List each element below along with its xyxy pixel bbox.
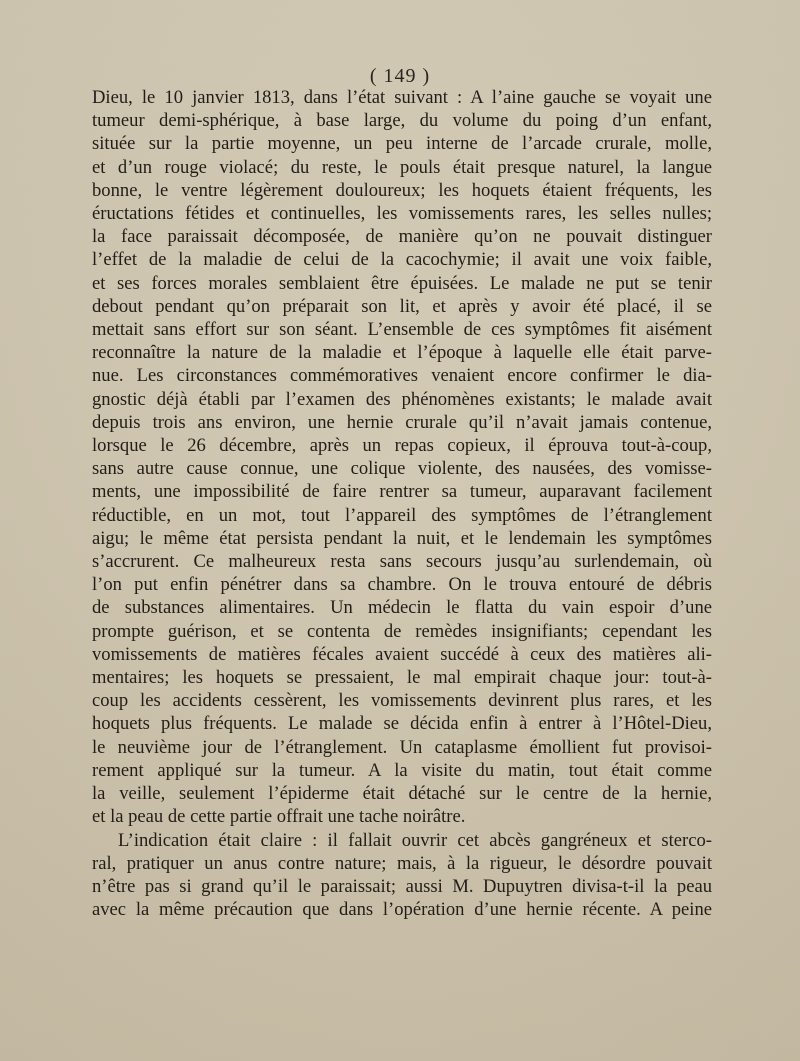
text-line: l’on put enfin pénétrer dans sa chambre. On le trouva entouré de débris (92, 574, 712, 596)
text-line: la face paraissait décomposée, de manière qu’on ne pouvait distinguer (92, 226, 712, 248)
text-line: reconnaître la nature de la maladie et l’époque à laquelle elle était parve- (92, 342, 712, 364)
text-line: ments, une impossibilité de faire rentrer sa tumeur, auparavant facilement (92, 481, 712, 503)
text-line: mettait sans effort sur son séant. L’ensemble de ces symptômes fit aisément (92, 319, 712, 341)
body-text (92, 86, 712, 921)
text-line: s’accrurent. Ce malheureux resta sans secours jusqu’au surlendemain, où (92, 551, 712, 573)
text-line: Dieu, le 10 janvier 1813, dans l’état suivant : A l’aine gauche se voyait une (92, 87, 712, 108)
page-number: ( 149 ) (369, 65, 431, 87)
text-line: depuis trois ans environ, une hernie crurale qu’il n’avait jamais contenue, (92, 411, 712, 433)
text-line: bonne, le ventre légèrement douloureux; les hoquets étaient fréquents, les (92, 179, 712, 201)
text-line: rement appliqué sur la tumeur. A la visite du matin, tout était comme (92, 759, 712, 781)
text-line: la veille, seulement l’épiderme était détaché sur le centre de la hernie, (92, 783, 712, 805)
text-line: prompte guérison, et se contenta de remèdes insignifiants; cependant les (92, 620, 712, 642)
text-line: mentaires; les hoquets se pressaient, le mal empirait chaque jour: tout-à- (92, 667, 712, 689)
text-line: de substances alimentaires. Un médecin le flatta du vain espoir d’une (92, 597, 712, 619)
text-line: aigu; le même état persista pendant la nuit, et le lendemain les symptômes (92, 527, 712, 549)
text-line: le neuvième jour de l’étranglement. Un cataplasme émollient fut provisoi- (92, 736, 712, 758)
text-line: située sur la partie moyenne, un peu interne de l’arcade crurale, molle, (92, 133, 712, 155)
text-line: debout pendant qu’on préparait son lit, et après y avoir été placé, il se (92, 295, 712, 317)
text-line: réductible, en un mot, tout l’appareil des symptômes de l’étranglement (92, 504, 712, 526)
text-line: et d’un rouge violacé; du reste, le pouls était presque naturel, la langue (92, 156, 712, 178)
text-line: vomissements de matières fécales avaient succédé à ceux des matières ali- (92, 643, 712, 665)
text-line: coup les accidents cessèrent, les vomissements devinrent plus rares, et les (92, 690, 712, 712)
text-line: hoquets plus fréquents. Le malade se décida enfin à entrer à l’Hôtel-Dieu, (92, 713, 712, 735)
text-line: nue. Les circonstances commémoratives venaient encore confirmer le dia- (92, 365, 712, 387)
text-line: et ses forces morales semblaient être épuisées. Le malade ne put se tenir (92, 272, 712, 294)
text-line: l’effet de la maladie de celui de la cacochymie; il avait une voix faible, (92, 249, 712, 271)
paragraph-start-line: L’indication était claire : il fallait ouvrir cet abcès gangréneux et sterco- (118, 829, 712, 851)
text-line: tumeur demi-sphérique, à base large, du volume du poing d’un enfant, (92, 110, 712, 132)
text-line: lorsque le 26 décembre, après un repas copieux, il éprouva tout-à-coup, (92, 435, 712, 457)
text-line: sans autre cause connue, une colique violente, des nausées, des vomisse- (92, 458, 712, 480)
text-line: gnostic déjà établi par l’examen des phénomènes existants; le malade avait (92, 388, 712, 410)
text-line: avec la même précaution que dans l’opération d’une hernie récente. A peine (92, 899, 712, 921)
text-line: éructations fétides et continuelles, les vomissements rares, les selles nulles; (92, 203, 712, 225)
text-line: ral, pratiquer un anus contre nature; mais, à la rigueur, le désordre pouvait (92, 852, 712, 874)
paragraph-end-line: et la peau de cette partie offrait une tache noirâtre. (92, 806, 466, 828)
text-line: n’être pas si grand qu’il le paraissait; aussi M. Dupuytren divisa-t-il la peau (92, 875, 712, 897)
